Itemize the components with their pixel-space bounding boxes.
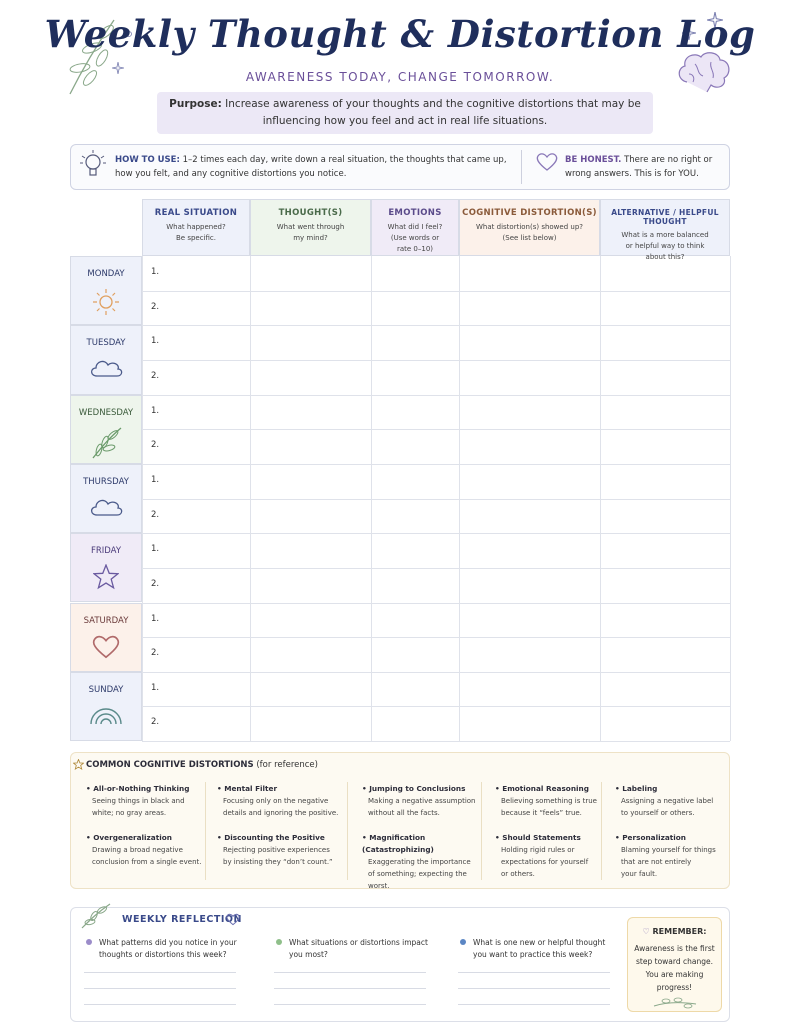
log-entry-cell[interactable] bbox=[601, 673, 729, 706]
log-entry-cell[interactable] bbox=[601, 534, 729, 567]
log-entry-cell[interactable] bbox=[601, 292, 729, 325]
distortion-description: by insisting they “don’t count.” bbox=[223, 858, 333, 866]
log-entry-cell[interactable] bbox=[251, 465, 370, 498]
log-entry-cell[interactable] bbox=[372, 534, 458, 567]
column-divider bbox=[371, 256, 372, 741]
day-name: THURSDAY bbox=[83, 476, 129, 487]
log-entry-cell[interactable] bbox=[251, 500, 370, 533]
weekly-reflection-heading: WEEKLY REFLECTION bbox=[122, 914, 242, 925]
distortion-description: conclusion from a single event. bbox=[92, 858, 202, 866]
distortion-description: worst. bbox=[368, 882, 390, 890]
be-honest-text bbox=[565, 153, 725, 181]
log-entry-cell[interactable] bbox=[601, 396, 729, 429]
log-entry-cell[interactable] bbox=[601, 569, 729, 602]
distortion-description: Holding rigid rules or bbox=[501, 846, 575, 854]
column-header-3 bbox=[371, 199, 459, 256]
distortion-title: • Labeling bbox=[615, 784, 658, 793]
day-name: FRIDAY bbox=[90, 546, 122, 557]
distortion-description: Blaming yourself for things bbox=[621, 846, 716, 854]
weekly-log-table bbox=[70, 199, 730, 741]
column-divider bbox=[347, 782, 348, 880]
day-cell-wednesday bbox=[70, 395, 142, 464]
log-entry-cell[interactable] bbox=[372, 569, 458, 602]
distortion-title: • Mental Filter bbox=[217, 784, 278, 793]
distortion-description: Focusing only on the negative bbox=[223, 797, 329, 805]
log-entry-cell[interactable] bbox=[601, 257, 729, 290]
row-number: 1. bbox=[151, 405, 160, 416]
distortion-description: details and ignoring the positive. bbox=[223, 809, 339, 817]
purpose-text-line2: influencing how you feel and act in real life situations. bbox=[262, 115, 548, 127]
row-number: 2. bbox=[151, 301, 160, 312]
column-title: COGNITIVE DISTORTION(S) bbox=[462, 208, 597, 218]
row-number: 2. bbox=[151, 440, 160, 451]
reflection-question-line: you most? bbox=[289, 950, 328, 959]
log-entry-cell[interactable] bbox=[601, 326, 729, 359]
log-entry-cell[interactable] bbox=[372, 361, 458, 394]
log-entry-cell[interactable] bbox=[460, 396, 599, 429]
log-entry-cell[interactable] bbox=[143, 604, 249, 637]
writing-line[interactable] bbox=[274, 1004, 426, 1005]
distortion-title: • All-or-Nothing Thinking bbox=[86, 784, 190, 793]
distortion-item bbox=[362, 832, 490, 892]
log-entry-cell[interactable] bbox=[372, 500, 458, 533]
log-entry-cell[interactable] bbox=[251, 604, 370, 637]
row-number: 1. bbox=[151, 267, 160, 277]
bullet-dot bbox=[460, 939, 466, 945]
writing-line[interactable] bbox=[458, 1004, 610, 1005]
log-entry-cell[interactable] bbox=[143, 326, 249, 359]
distortions-note: (for reference) bbox=[256, 760, 318, 770]
log-entry-cell[interactable] bbox=[372, 707, 458, 740]
column-divider bbox=[250, 256, 251, 741]
lightbulb-icon bbox=[80, 150, 106, 182]
log-entry-cell[interactable] bbox=[143, 361, 249, 394]
remember-line2: step toward change. bbox=[636, 957, 713, 966]
log-entry-cell[interactable] bbox=[251, 257, 370, 290]
day-cell-sunday bbox=[70, 672, 142, 741]
column-title: ALTERNATIVE / HELPFUL THOUGHT bbox=[611, 208, 719, 226]
day-name: SUNDAY bbox=[88, 684, 124, 695]
distortion-description: or others. bbox=[501, 870, 535, 878]
day-name: WEDNESDAY bbox=[78, 407, 134, 418]
distortion-item bbox=[495, 832, 623, 880]
purpose-box bbox=[157, 92, 653, 134]
distortion-description: white; no gray areas. bbox=[92, 809, 167, 817]
log-entry-cell[interactable] bbox=[251, 326, 370, 359]
log-entry-cell[interactable] bbox=[251, 396, 370, 429]
distortions-title: COMMON COGNITIVE DISTORTIONS bbox=[86, 760, 254, 770]
column-divider bbox=[459, 256, 460, 741]
day-cell-tuesday bbox=[70, 325, 142, 394]
heart-icon: ♡ bbox=[642, 927, 650, 936]
remember-line3: You are making bbox=[645, 970, 704, 979]
log-entry-cell[interactable] bbox=[143, 534, 249, 567]
column-header-1 bbox=[142, 199, 250, 256]
log-entry-cell[interactable] bbox=[460, 638, 599, 671]
column-subtitle-line: my mind? bbox=[293, 234, 328, 242]
log-entry-cell[interactable] bbox=[460, 430, 599, 463]
heart-icon bbox=[71, 634, 141, 664]
how-to-use-line2: how you felt, and any cognitive distortions you notice. bbox=[115, 169, 347, 179]
log-entry-cell[interactable] bbox=[372, 673, 458, 706]
distortion-item bbox=[362, 783, 490, 819]
distortion-item bbox=[86, 783, 214, 819]
column-header-5 bbox=[600, 199, 730, 261]
log-entry-cell[interactable] bbox=[601, 707, 729, 740]
column-subtitle-line: rate 0–10) bbox=[396, 245, 434, 253]
distortion-description: of something; expecting the bbox=[368, 870, 467, 878]
column-subtitle-line: What is a more balanced bbox=[621, 231, 709, 239]
column-subtitle-line: What happened? bbox=[166, 223, 226, 231]
writing-line[interactable] bbox=[458, 972, 610, 973]
log-entry-cell[interactable] bbox=[601, 430, 729, 463]
distortion-item bbox=[615, 783, 743, 819]
log-entry-cell[interactable] bbox=[372, 638, 458, 671]
row-number: 1. bbox=[151, 336, 160, 347]
log-entry-cell[interactable] bbox=[143, 292, 249, 325]
be-honest-line1: There are no right or bbox=[624, 155, 713, 165]
log-entry-cell[interactable] bbox=[460, 569, 599, 602]
writing-line[interactable] bbox=[274, 988, 426, 989]
distortion-title: • Emotional Reasoning bbox=[495, 784, 589, 793]
distortion-description: Rejecting positive experiences bbox=[223, 846, 330, 854]
row-number: 2. bbox=[151, 648, 160, 659]
log-entry-cell[interactable] bbox=[143, 673, 249, 706]
distortion-title: • Personalization bbox=[615, 833, 686, 842]
distortion-item bbox=[217, 832, 345, 868]
log-entry-cell[interactable] bbox=[601, 638, 729, 671]
reflection-question-line: you want to practice this week? bbox=[473, 950, 593, 959]
distortion-description: Exaggerating the importance bbox=[368, 858, 471, 866]
star-icon bbox=[73, 759, 84, 770]
reflection-question bbox=[473, 937, 643, 961]
purpose-text-line1: Increase awareness of your thoughts and the cognitive distortions that may be bbox=[225, 98, 641, 110]
distortion-description: Making a negative assumption bbox=[368, 797, 476, 805]
day-name: SATURDAY bbox=[83, 615, 129, 626]
column-title: EMOTIONS bbox=[388, 208, 442, 218]
row-number: 1. bbox=[151, 544, 160, 555]
column-header-2 bbox=[250, 199, 371, 256]
row-divider bbox=[142, 741, 730, 742]
writing-line[interactable] bbox=[458, 988, 610, 989]
log-entry-cell[interactable] bbox=[601, 465, 729, 498]
column-subtitle-line: (See list below) bbox=[502, 234, 557, 242]
log-entry-cell[interactable] bbox=[372, 326, 458, 359]
distortion-description: because it “feels” true. bbox=[501, 809, 582, 817]
heart-icon bbox=[226, 913, 240, 926]
leaf-sprig-icon bbox=[80, 902, 112, 930]
leaf-sprig-icon bbox=[652, 996, 698, 1010]
log-entry-cell[interactable] bbox=[460, 326, 599, 359]
distortion-item bbox=[615, 832, 743, 880]
star-icon bbox=[71, 564, 141, 594]
distortion-description: without all the facts. bbox=[368, 809, 440, 817]
distortion-item bbox=[86, 832, 214, 868]
column-subtitle-line: What did I feel? bbox=[387, 223, 443, 231]
reflection-question-line: What situations or distortions impact bbox=[289, 938, 428, 947]
column-title: REAL SITUATION bbox=[154, 208, 238, 218]
remember-line1: Awareness is the first bbox=[634, 944, 715, 953]
log-entry-cell[interactable] bbox=[251, 292, 370, 325]
distortion-item bbox=[495, 783, 623, 819]
how-to-use-heading: HOW TO USE: bbox=[115, 155, 180, 165]
column-subtitle-line: What went through bbox=[276, 223, 345, 231]
be-honest-heading: BE HONEST. bbox=[565, 155, 622, 165]
log-entry-cell[interactable] bbox=[460, 604, 599, 637]
distortion-title: • Discounting the Positive bbox=[217, 833, 325, 842]
log-entry-cell[interactable] bbox=[251, 673, 370, 706]
column-divider bbox=[600, 256, 601, 741]
row-number: 2. bbox=[151, 509, 160, 520]
divider bbox=[521, 150, 522, 184]
distortion-description: your fault. bbox=[621, 870, 658, 878]
day-name: TUESDAY bbox=[86, 338, 126, 349]
row-number: 1. bbox=[151, 613, 160, 624]
distortion-description: Believing something is true bbox=[501, 797, 597, 805]
column-divider bbox=[730, 256, 731, 741]
log-entry-cell[interactable] bbox=[601, 500, 729, 533]
reflection-question bbox=[99, 937, 269, 961]
column-header-4 bbox=[459, 199, 600, 256]
log-entry-cell[interactable] bbox=[460, 707, 599, 740]
log-entry-cell[interactable] bbox=[251, 361, 370, 394]
log-entry-cell[interactable] bbox=[372, 604, 458, 637]
day-cell-thursday bbox=[70, 464, 142, 533]
column-subtitle-line: (Use words or bbox=[390, 234, 440, 242]
log-entry-cell[interactable] bbox=[251, 569, 370, 602]
writing-line[interactable] bbox=[84, 1004, 236, 1005]
log-entry-cell[interactable] bbox=[460, 465, 599, 498]
log-entry-cell[interactable] bbox=[143, 500, 249, 533]
remember-heading: REMEMBER: bbox=[652, 927, 707, 936]
log-entry-cell[interactable] bbox=[372, 396, 458, 429]
purpose-label: Purpose: bbox=[169, 98, 222, 110]
log-entry-cell[interactable] bbox=[460, 500, 599, 533]
day-name: MONDAY bbox=[87, 269, 125, 279]
log-entry-cell[interactable] bbox=[143, 430, 249, 463]
column-subtitle-line: about this? bbox=[645, 253, 685, 261]
log-entry-cell[interactable] bbox=[372, 257, 458, 290]
reflection-question bbox=[289, 937, 459, 961]
how-to-use-line1: 1–2 times each day, write down a real situation, the thoughts that came up, bbox=[182, 155, 507, 165]
log-entry-cell[interactable] bbox=[601, 361, 729, 394]
row-number: 1. bbox=[151, 474, 160, 485]
distortion-title: • Magnification (Catastrophizing) bbox=[362, 833, 434, 854]
remember-line4: progress! bbox=[656, 983, 693, 992]
writing-line[interactable] bbox=[274, 972, 426, 973]
distortion-description: that are not entirely bbox=[621, 858, 692, 866]
reflection-question-line: What patterns did you notice in your bbox=[99, 938, 237, 947]
column-divider bbox=[481, 782, 482, 880]
bullet-dot bbox=[86, 939, 92, 945]
log-entry-cell[interactable] bbox=[601, 604, 729, 637]
distortion-title: • Should Statements bbox=[495, 833, 581, 842]
log-entry-cell[interactable] bbox=[251, 534, 370, 567]
distortion-description: expectations for yourself bbox=[501, 858, 589, 866]
log-entry-cell[interactable] bbox=[460, 534, 599, 567]
heart-icon bbox=[536, 152, 558, 172]
log-entry-cell[interactable] bbox=[143, 465, 249, 498]
writing-line[interactable] bbox=[84, 972, 236, 973]
reflection-question-line: What is one new or helpful thought bbox=[473, 938, 606, 947]
distortion-description: Seeing things in black and bbox=[92, 797, 185, 805]
log-entry-cell[interactable] bbox=[372, 430, 458, 463]
distortion-title: • Jumping to Conclusions bbox=[362, 784, 466, 793]
page-subtitle: AWARENESS TODAY, CHANGE TOMORROW. bbox=[245, 70, 555, 84]
rainbow-icon bbox=[71, 703, 141, 729]
distortion-description: to yourself or others. bbox=[621, 809, 695, 817]
distortion-description: Assigning a negative label bbox=[621, 797, 714, 805]
distortions-heading bbox=[86, 760, 318, 770]
log-entry-cell[interactable] bbox=[251, 707, 370, 740]
distortion-item bbox=[217, 783, 345, 819]
log-entry-cell[interactable] bbox=[143, 638, 249, 671]
log-entry-cell[interactable] bbox=[251, 430, 370, 463]
day-cell-saturday bbox=[70, 603, 142, 672]
how-to-use-text bbox=[115, 153, 510, 181]
page-title: Weekly Thought & Distortion Log bbox=[44, 12, 756, 56]
column-divider bbox=[601, 782, 602, 880]
log-entry-cell[interactable] bbox=[460, 292, 599, 325]
reflection-question-line: thoughts or distortions this week? bbox=[99, 950, 227, 959]
column-subtitle-line: What distortion(s) showed up? bbox=[476, 223, 583, 231]
log-entry-cell[interactable] bbox=[372, 292, 458, 325]
log-entry-cell[interactable] bbox=[143, 569, 249, 602]
row-number: 1. bbox=[151, 682, 160, 693]
distortion-description: Drawing a broad negative bbox=[92, 846, 183, 854]
be-honest-line2: wrong answers. This is for YOU. bbox=[565, 169, 699, 179]
column-divider bbox=[142, 256, 143, 741]
log-entry-cell[interactable] bbox=[460, 673, 599, 706]
log-entry-cell[interactable] bbox=[143, 707, 249, 740]
row-number: 2. bbox=[151, 370, 160, 381]
distortion-title: • Overgeneralization bbox=[86, 833, 172, 842]
row-number: 2. bbox=[151, 578, 160, 589]
cloud-icon bbox=[71, 495, 141, 521]
log-entry-cell[interactable] bbox=[143, 257, 249, 290]
column-divider bbox=[205, 782, 206, 880]
log-entry-cell[interactable] bbox=[251, 638, 370, 671]
log-entry-cell[interactable] bbox=[372, 465, 458, 498]
bullet-dot bbox=[276, 939, 282, 945]
log-entry-cell[interactable] bbox=[143, 396, 249, 429]
leaf-icon bbox=[71, 426, 141, 464]
writing-line[interactable] bbox=[84, 988, 236, 989]
sun-icon bbox=[71, 287, 141, 321]
day-cell-monday bbox=[70, 256, 142, 325]
column-subtitle-line: Be specific. bbox=[175, 234, 216, 242]
column-subtitle-line: or helpful way to think bbox=[625, 242, 705, 250]
row-number: 2. bbox=[151, 717, 160, 728]
log-entry-cell[interactable] bbox=[460, 361, 599, 394]
day-cell-friday bbox=[70, 533, 142, 602]
log-entry-cell[interactable] bbox=[460, 257, 599, 290]
column-title: THOUGHT(S) bbox=[278, 208, 343, 218]
cloud-icon bbox=[71, 356, 141, 382]
